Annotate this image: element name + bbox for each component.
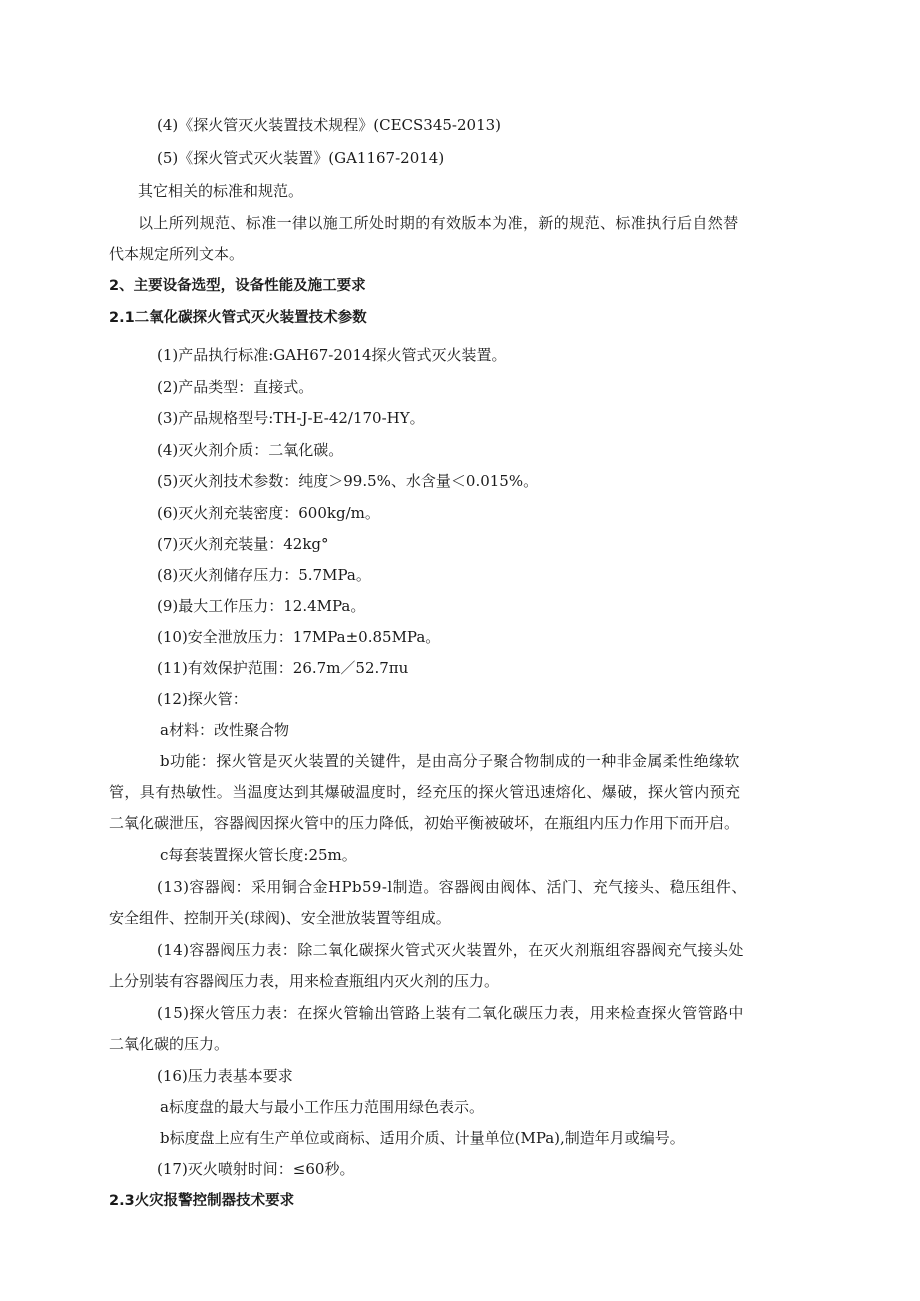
param-item: (16)压力表基本要求 [157, 1067, 293, 1085]
param-item: (4)灭火剂介质：二氧化碳。 [157, 441, 344, 459]
param-item: (10)安全泄放压力：17MPa±0.85MPa。 [157, 628, 441, 646]
validity-note-line: 代本规定所列文本。 [109, 245, 245, 263]
param-item: (1)产品执行标准:GAH67-2014探火管式灭火装置。 [157, 346, 507, 364]
tube-subitem: a材料：改性聚合物 [160, 721, 289, 739]
param-item: (15)探火管压力表：在探火管输出管路上装有二氧化碳压力表，用来检查探火管管路中 [157, 1004, 744, 1022]
tube-subitem-continued: 管，具有热敏性。当温度达到其爆破温度时，经充压的探火管迅速熔化、爆破，探火管内预充 [109, 783, 741, 801]
param-item: (14)容器阀压力表：除二氧化碳探火管式灭火装置外，在灭火剂瓶组容器阀充气接头处 [157, 941, 744, 959]
validity-note-line: 以上所列规范、标准一律以施工所处时期的有效版本为准，新的规范、标准执行后自然替 [138, 214, 739, 232]
param-item: (11)有效保护范围：26.7m／52.7πu [157, 659, 409, 677]
section-heading: 2、主要设备选型，设备性能及施工要求 [109, 278, 366, 294]
other-standards-text: 其它相关的标准和规范。 [138, 182, 304, 200]
param-item-continued: 二氧化碳的压力。 [109, 1035, 230, 1053]
param-item: (3)产品规格型号:TH-J-E-42/170-HY。 [157, 409, 425, 427]
section-heading: 2.3火灾报警控制器技术要求 [109, 1193, 295, 1209]
reference-item: (4)《探火管灭火装置技术规程》(CECS345-2013) [157, 116, 502, 134]
param-item-continued: 安全组件、控制开关(球阀)、安全泄放装置等组成。 [109, 909, 451, 927]
param-item: (6)灭火剂充装密度：600kg/m。 [157, 504, 380, 522]
gauge-subitem: b标度盘上应有生产单位或商标、适用介质、计量单位(MPa),制造年月或编号。 [160, 1129, 685, 1147]
tube-subitem-continued: 二氧化碳泄压，容器阀因探火管中的压力降低，初始平衡被破坏，在瓶组内压力作用下而开启。 [109, 814, 740, 832]
reference-item: (5)《探火管式灭火装置》(GA1167-2014) [157, 149, 445, 167]
param-item: (13)容器阀：采用铜合金HPb59-l制造。容器阀由阀体、活门、充气接头、稳压组件、 [157, 878, 747, 896]
param-item: (12)探火管： [157, 690, 248, 708]
param-item: (8)灭火剂储存压力：5.7MPa。 [157, 566, 371, 584]
param-item: (7)灭火剂充装量：42kg° [157, 535, 329, 553]
gauge-subitem: a标度盘的最大与最小工作压力范围用绿色表示。 [160, 1098, 484, 1116]
param-item-continued: 上分别装有容器阀压力表，用来检查瓶组内灭火剂的压力。 [109, 972, 500, 990]
param-item: (5)灭火剂技术参数：纯度＞99.5%、水含量＜0.015%。 [157, 472, 539, 490]
tube-subitem: c每套装置探火管长度:25m。 [160, 846, 357, 864]
tube-subitem: b功能：探火管是灭火装置的关键件，是由高分子聚合物制成的一种非金属柔性绝缘软 [160, 752, 740, 770]
section-heading: 2.1二氧化碳探火管式灭火装置技术参数 [109, 310, 367, 326]
param-item: (9)最大工作压力：12.4MPa。 [157, 597, 366, 615]
param-item: (17)灭火喷射时间：≤60秒。 [157, 1160, 355, 1178]
param-item: (2)产品类型：直接式。 [157, 378, 314, 396]
